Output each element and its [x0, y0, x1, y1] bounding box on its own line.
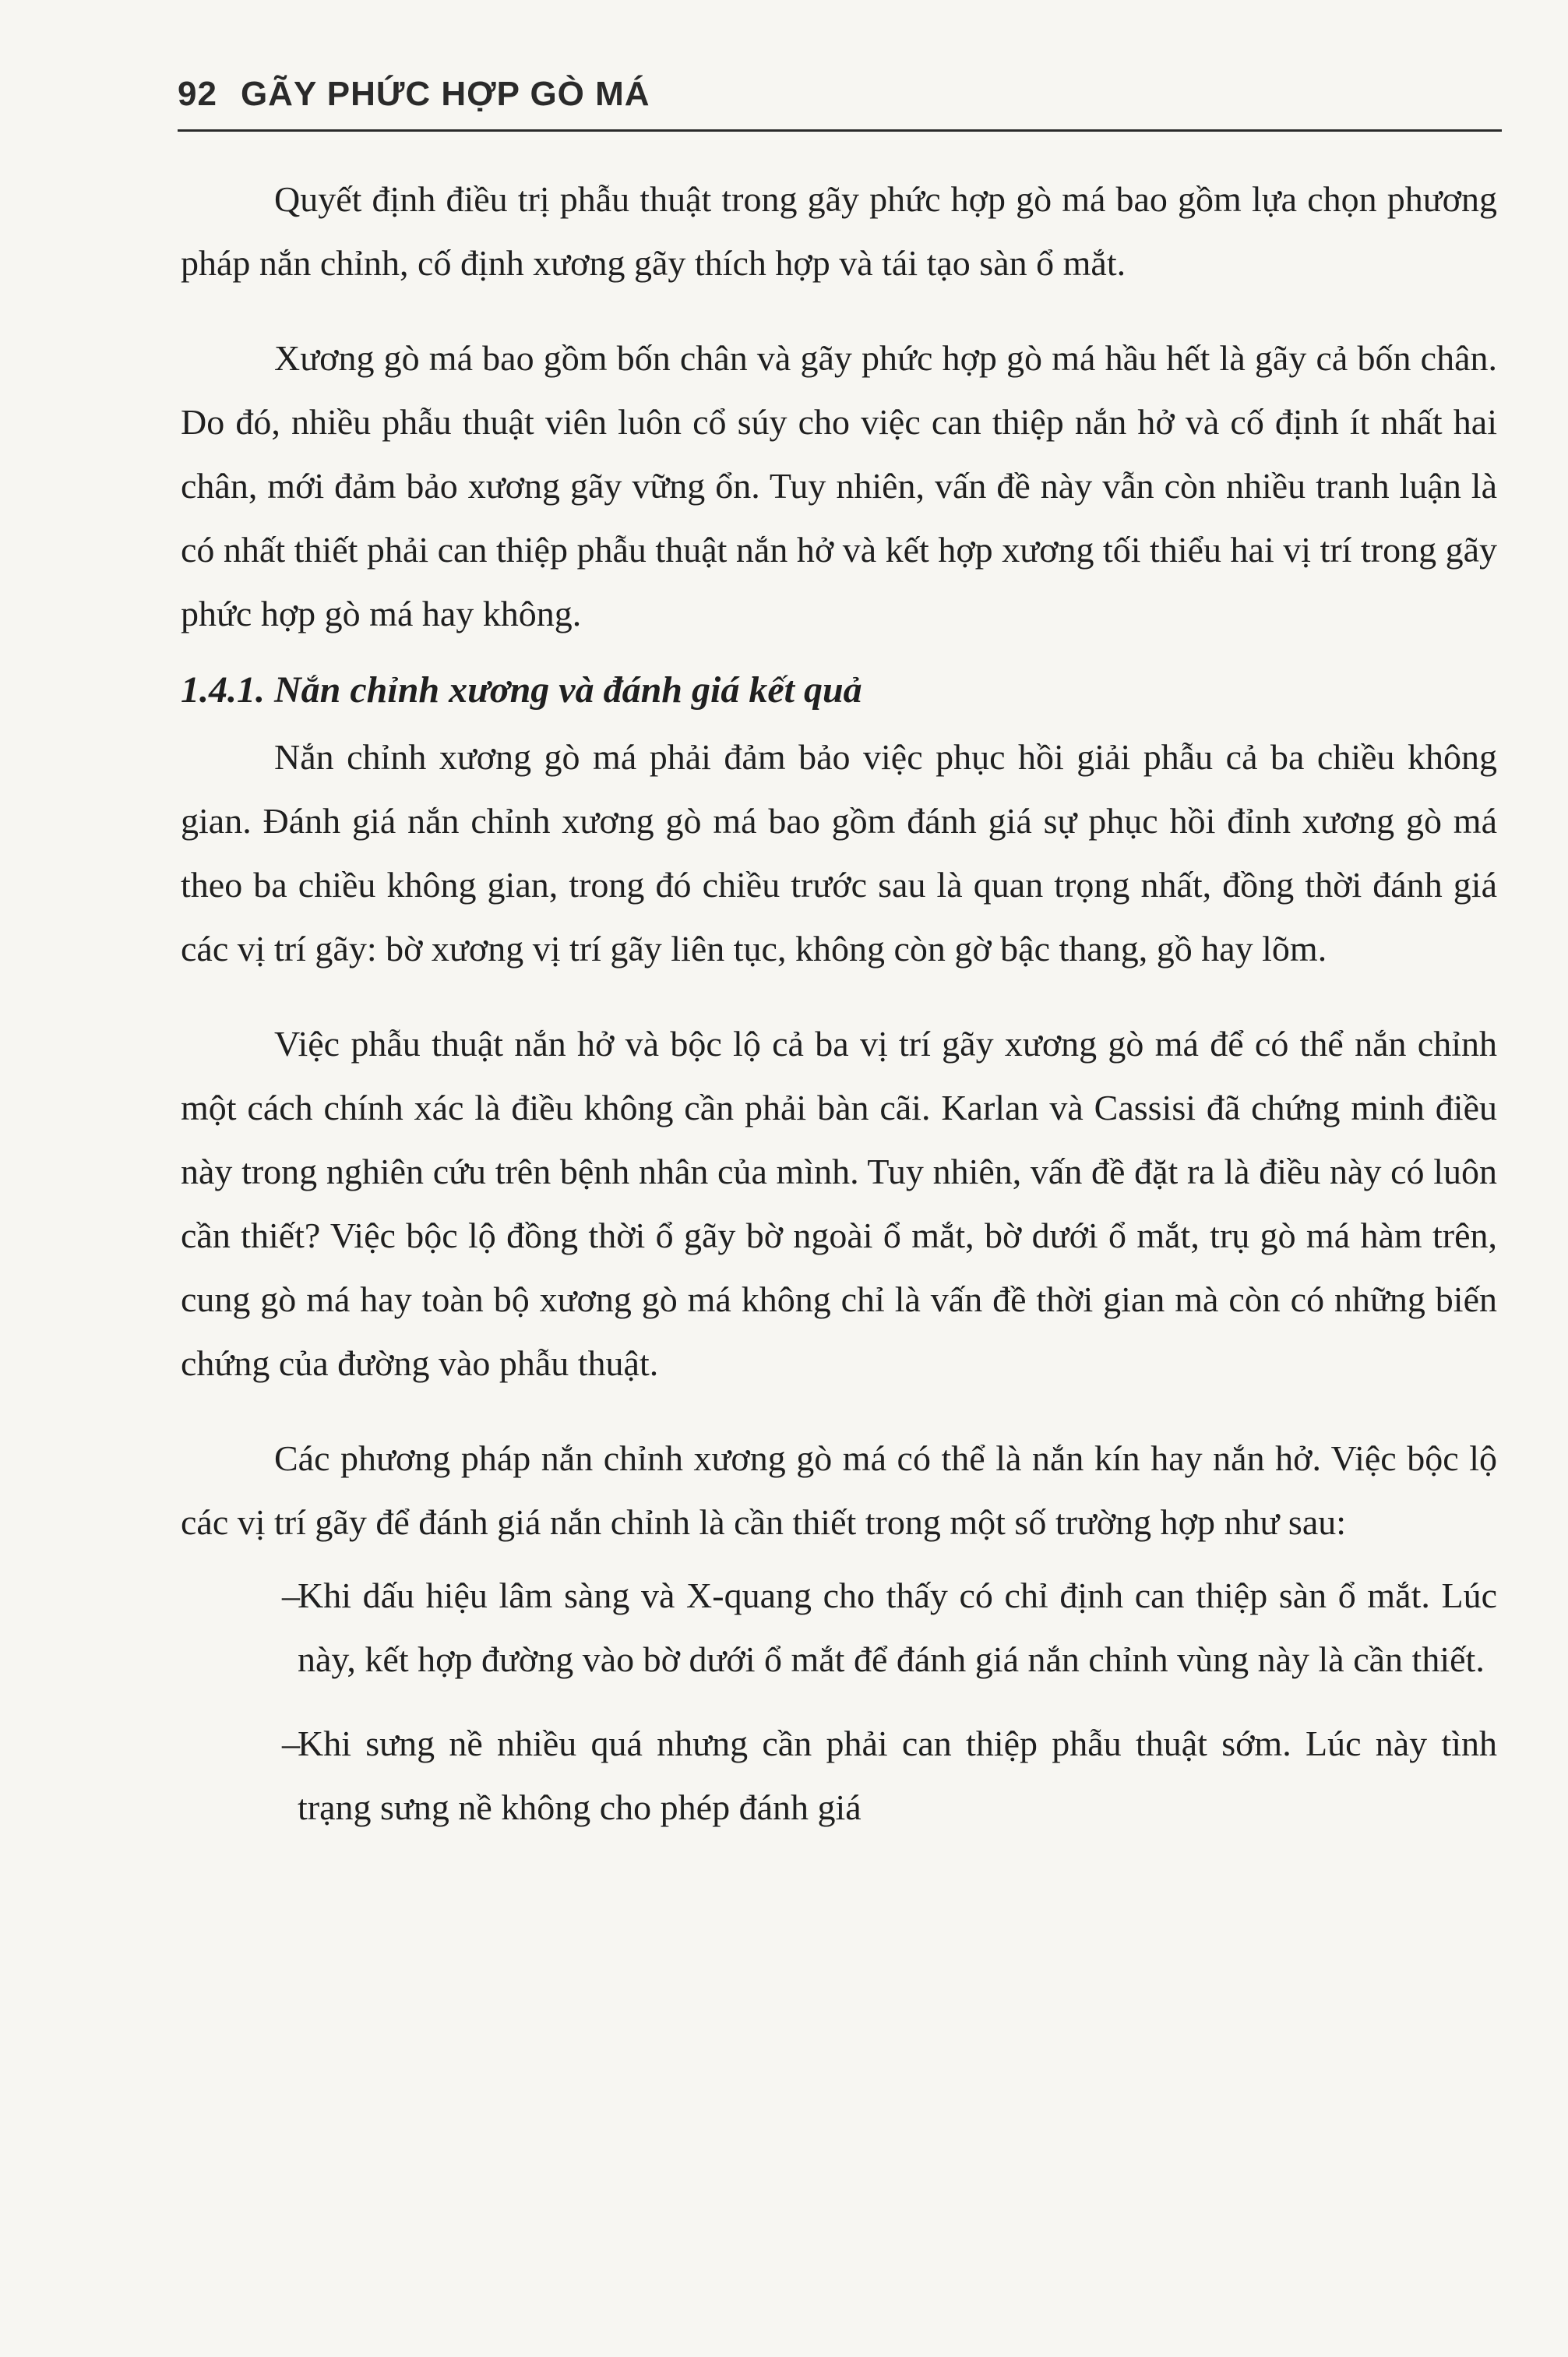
paragraph-1: Quyết định điều trị phẫu thuật trong gãy phức hợp gò má bao gồm lựa chọn phương pháp nắn chỉnh, cố định xương gãy thích hợp và tái tạo sàn ổ mắt.: [181, 179, 1497, 283]
indication-list: [181, 1564, 1497, 1827]
header-rule: [178, 129, 1502, 132]
running-header: [178, 75, 1502, 114]
section-heading: 1.4.1. Nắn chỉnh xương và đánh giá kết quả: [181, 669, 862, 711]
list-item: [181, 1564, 1497, 1692]
section-paragraph-3: Các phương pháp nắn chỉnh xương gò má có thể là nắn kín hay nắn hở. Việc bộc lộ các vị trí gãy để đánh giá nắn chỉnh là cần thiết trong một số trường hợp như sau:: [181, 1438, 1497, 1542]
list-dash: –: [282, 1724, 300, 1763]
list-item-text: Khi sưng nề nhiều quá nhưng cần phải can thiệp phẫu thuật sớm. Lúc này tình trạng sưng nề không cho phép đánh giá: [298, 1724, 1497, 1827]
paragraph-2: Xương gò má bao gồm bốn chân và gãy phức hợp gò má hầu hết là gãy cả bốn chân. Do đó, nhiều phẫu thuật viên luôn cổ súy cho việc can thiệp nắn hở và cố định ít nhất hai chân, mới đảm bảo xương gãy vững ổn. Tuy nhiên, vấn đề này vẫn còn nhiều tranh luận là có nhất thiết phải can thiệp phẫu thuật nắn hở và kết hợp xương tối thiểu hai vị trí trong gãy phức hợp gò má hay không.: [181, 338, 1497, 633]
section-paragraph-2: Việc phẫu thuật nắn hở và bộc lộ cả ba vị trí gãy xương gò má để có thể nắn chỉnh một cách chính xác là điều không cần phải bàn cãi. Karlan và Cassisi đã chứng minh điều này trong nghiên cứu trên bệnh nhân của mình. Tuy nhiên, vấn đề đặt ra là điều này có luôn cần thiết? Việc bộc lộ đồng thời ổ gãy bờ ngoài ổ mắt, bờ dưới ổ mắt, trụ gò má hàm trên, cung gò má hay toàn bộ xương gò má không chỉ là vấn đề thời gian mà còn có những biến chứng của đường vào phẫu thuật.: [181, 1024, 1497, 1383]
body-text: [181, 168, 1497, 1827]
list-item-text: Khi dấu hiệu lâm sàng và X-quang cho thấy có chỉ định can thiệp sàn ổ mắt. Lúc này, kết hợp đường vào bờ dưới ổ mắt để đánh giá nắn chỉnh vùng này là cần thiết.: [298, 1575, 1497, 1679]
list-item: [181, 1712, 1497, 1827]
list-dash: –: [282, 1575, 300, 1615]
page-number: 92: [178, 75, 217, 113]
chapter-title: GÃY PHỨC HỢP GÒ MÁ: [240, 75, 650, 113]
section-paragraph-1: Nắn chỉnh xương gò má phải đảm bảo việc phục hồi giải phẫu cả ba chiều không gian. Đánh giá nắn chỉnh xương gò má bao gồm đánh giá sự phục hồi đỉnh xương gò má theo ba chiều không gian, trong đó chiều trước sau là quan trọng nhất, đồng thời đánh giá các vị trí gãy: bờ xương vị trí gãy liên tục, không còn gờ bậc thang, gồ hay lõm.: [181, 737, 1497, 969]
